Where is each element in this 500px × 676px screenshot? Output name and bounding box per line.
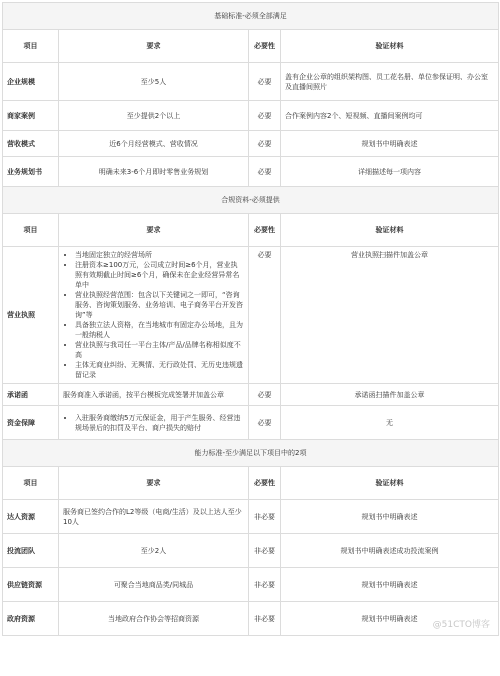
header-item: 项目 xyxy=(3,30,59,63)
requirement-list xyxy=(63,250,244,380)
row-verification: 规划书中明确表述成功投流案例 xyxy=(281,534,499,568)
row-verification: 规划书中明确表述 xyxy=(281,131,499,157)
table-row xyxy=(3,602,499,636)
table-row xyxy=(3,568,499,602)
header-requirement: 要求 xyxy=(59,214,249,247)
row-item: 业务规划书 xyxy=(3,157,59,187)
section-title: 能力标准-至少满足以下项目中的2项 xyxy=(3,440,499,467)
table-row xyxy=(3,247,499,384)
section-title-row xyxy=(3,440,499,467)
row-requirement xyxy=(59,406,249,440)
row-item: 达人资源 xyxy=(3,500,59,534)
table-row xyxy=(3,157,499,187)
header-row xyxy=(3,467,499,500)
list-item: • 当地固定独立的经营场所 xyxy=(75,250,244,260)
row-item: 营收模式 xyxy=(3,131,59,157)
row-requirement: 至少5人 xyxy=(59,63,249,101)
row-necessity: 必要 xyxy=(249,406,281,440)
list-item: • 营业执照经营范围：包含以下关键词之一即可，“咨询服务、咨询策划服务、业务培训、电子商务平台开发咨询”等 xyxy=(75,290,244,320)
section-title-row xyxy=(3,187,499,214)
row-verification: 规划书中明确表述 xyxy=(281,568,499,602)
table-row xyxy=(3,406,499,440)
header-necessity: 必要性 xyxy=(249,30,281,63)
row-verification: 规划书中明确表述 xyxy=(281,602,499,636)
row-item: 供应链资源 xyxy=(3,568,59,602)
section-title-row xyxy=(3,3,499,30)
row-verification: 详细描述每一项内容 xyxy=(281,157,499,187)
header-item: 项目 xyxy=(3,467,59,500)
header-row xyxy=(3,30,499,63)
row-item: 投流团队 xyxy=(3,534,59,568)
row-verification: 无 xyxy=(281,406,499,440)
table-row xyxy=(3,500,499,534)
row-necessity: 非必要 xyxy=(249,534,281,568)
row-verification: 合作案例内容2个、短视频、直播间案例均可 xyxy=(281,101,499,131)
row-requirement: 当地政府合作协会等招商资源 xyxy=(59,602,249,636)
header-requirement: 要求 xyxy=(59,30,249,63)
row-requirement: 至少2人 xyxy=(59,534,249,568)
row-item: 资金保障 xyxy=(3,406,59,440)
header-row xyxy=(3,214,499,247)
list-item: • 营业执照与我司任一平台主体/产品/品牌名称相似度不高 xyxy=(75,340,244,360)
requirement-list xyxy=(63,413,244,433)
watermark: @51CTO博客 xyxy=(432,620,490,630)
row-necessity: 非必要 xyxy=(249,500,281,534)
section-title: 合规资料-必须提供 xyxy=(3,187,499,214)
row-requirement: 明确未来3-6个月即时零售业务规划 xyxy=(59,157,249,187)
header-verification: 验证材料 xyxy=(281,467,499,500)
list-item: • 入驻服务商缴纳5万元保证金，用于产生服务、经营违规场景后的扣罚及平台、商户损失的赔付 xyxy=(75,413,244,433)
row-requirement xyxy=(59,247,249,384)
row-necessity: 必要 xyxy=(249,157,281,187)
list-item: • 注册资本≥100万元，公司成立时间≥6个月，营业执照有效期截止时间≥6个月，确保未在企业经营异常名单中 xyxy=(75,260,244,290)
table-row xyxy=(3,534,499,568)
standards-table xyxy=(2,2,499,636)
table-row xyxy=(3,63,499,101)
row-requirement: 服务商已签约合作的L2等级（电商/生活）及以上达人至少10人 xyxy=(59,500,249,534)
list-item: • 具备独立法人资格，在当地城市有固定办公场地，且为一般纳税人 xyxy=(75,320,244,340)
row-verification: 营业执照扫描件加盖公章 xyxy=(281,247,499,384)
row-requirement: 至少提供2个以上 xyxy=(59,101,249,131)
table-row xyxy=(3,101,499,131)
header-necessity: 必要性 xyxy=(249,467,281,500)
table-row xyxy=(3,384,499,406)
row-necessity: 必要 xyxy=(249,101,281,131)
row-necessity: 必要 xyxy=(249,384,281,406)
section-title: 基础标准-必须全部满足 xyxy=(3,3,499,30)
row-requirement: 近6个月经营模式、营收情况 xyxy=(59,131,249,157)
row-verification: 规划书中明确表述 xyxy=(281,500,499,534)
row-item: 承诺函 xyxy=(3,384,59,406)
row-item: 商家案例 xyxy=(3,101,59,131)
standards-document xyxy=(2,2,498,636)
row-necessity: 必要 xyxy=(249,63,281,101)
header-requirement: 要求 xyxy=(59,467,249,500)
row-necessity: 非必要 xyxy=(249,568,281,602)
list-item: • 主体无商业纠纷、无舆情、无行政处罚、无历史违规遗留记录 xyxy=(75,360,244,380)
row-item: 政府资源 xyxy=(3,602,59,636)
row-item: 营业执照 xyxy=(3,247,59,384)
row-necessity: 必要 xyxy=(249,247,281,384)
header-necessity: 必要性 xyxy=(249,214,281,247)
row-item: 企业规模 xyxy=(3,63,59,101)
row-verification: 盖有企业公章的组织架构图、员工花名册、单位参保证明、办公室及直播间照片 xyxy=(281,63,499,101)
header-verification: 验证材料 xyxy=(281,214,499,247)
row-necessity: 非必要 xyxy=(249,602,281,636)
header-item: 项目 xyxy=(3,214,59,247)
table-row xyxy=(3,131,499,157)
row-requirement: 可聚合当地商品类/同城品 xyxy=(59,568,249,602)
row-requirement: 服务商准入承诺函，按平台模板完成签署并加盖公章 xyxy=(59,384,249,406)
header-verification: 验证材料 xyxy=(281,30,499,63)
row-verification: 承诺函扫描件加盖公章 xyxy=(281,384,499,406)
row-necessity: 必要 xyxy=(249,131,281,157)
